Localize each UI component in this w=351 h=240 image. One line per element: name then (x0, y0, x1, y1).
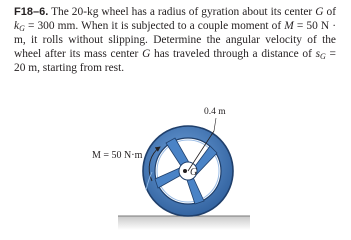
center-label: G (190, 167, 198, 178)
center-symbol-2: G (142, 47, 151, 60)
s-symbol: s (315, 47, 321, 60)
moment-label: M = 50 N·m (92, 150, 143, 161)
moment-symbol: M (284, 19, 294, 32)
s-subscript: G (320, 51, 326, 61)
text-segment: = 300 mm. When it is subjected to a couple moment of (24, 19, 285, 32)
text-segment: of (323, 6, 336, 18)
center-point (183, 169, 187, 173)
text-segment: = 20 m, starting from rest. (14, 47, 336, 74)
ground-surface (118, 216, 250, 230)
text-segment: = 50 N · m, it rolls without slipping. Determine the angular velocity of the wheel after its mass center (14, 19, 336, 60)
k-symbol: k (14, 19, 20, 32)
text-segment: The 20-kg wheel has a radius of gyration about its center (51, 6, 316, 18)
center-symbol: G (315, 6, 324, 18)
radius-label: 0.4 m (204, 107, 226, 117)
k-subscript: G (19, 23, 25, 33)
text-segment: has traveled through a distance of (150, 47, 316, 60)
problem-number: F18–6. (14, 6, 49, 18)
